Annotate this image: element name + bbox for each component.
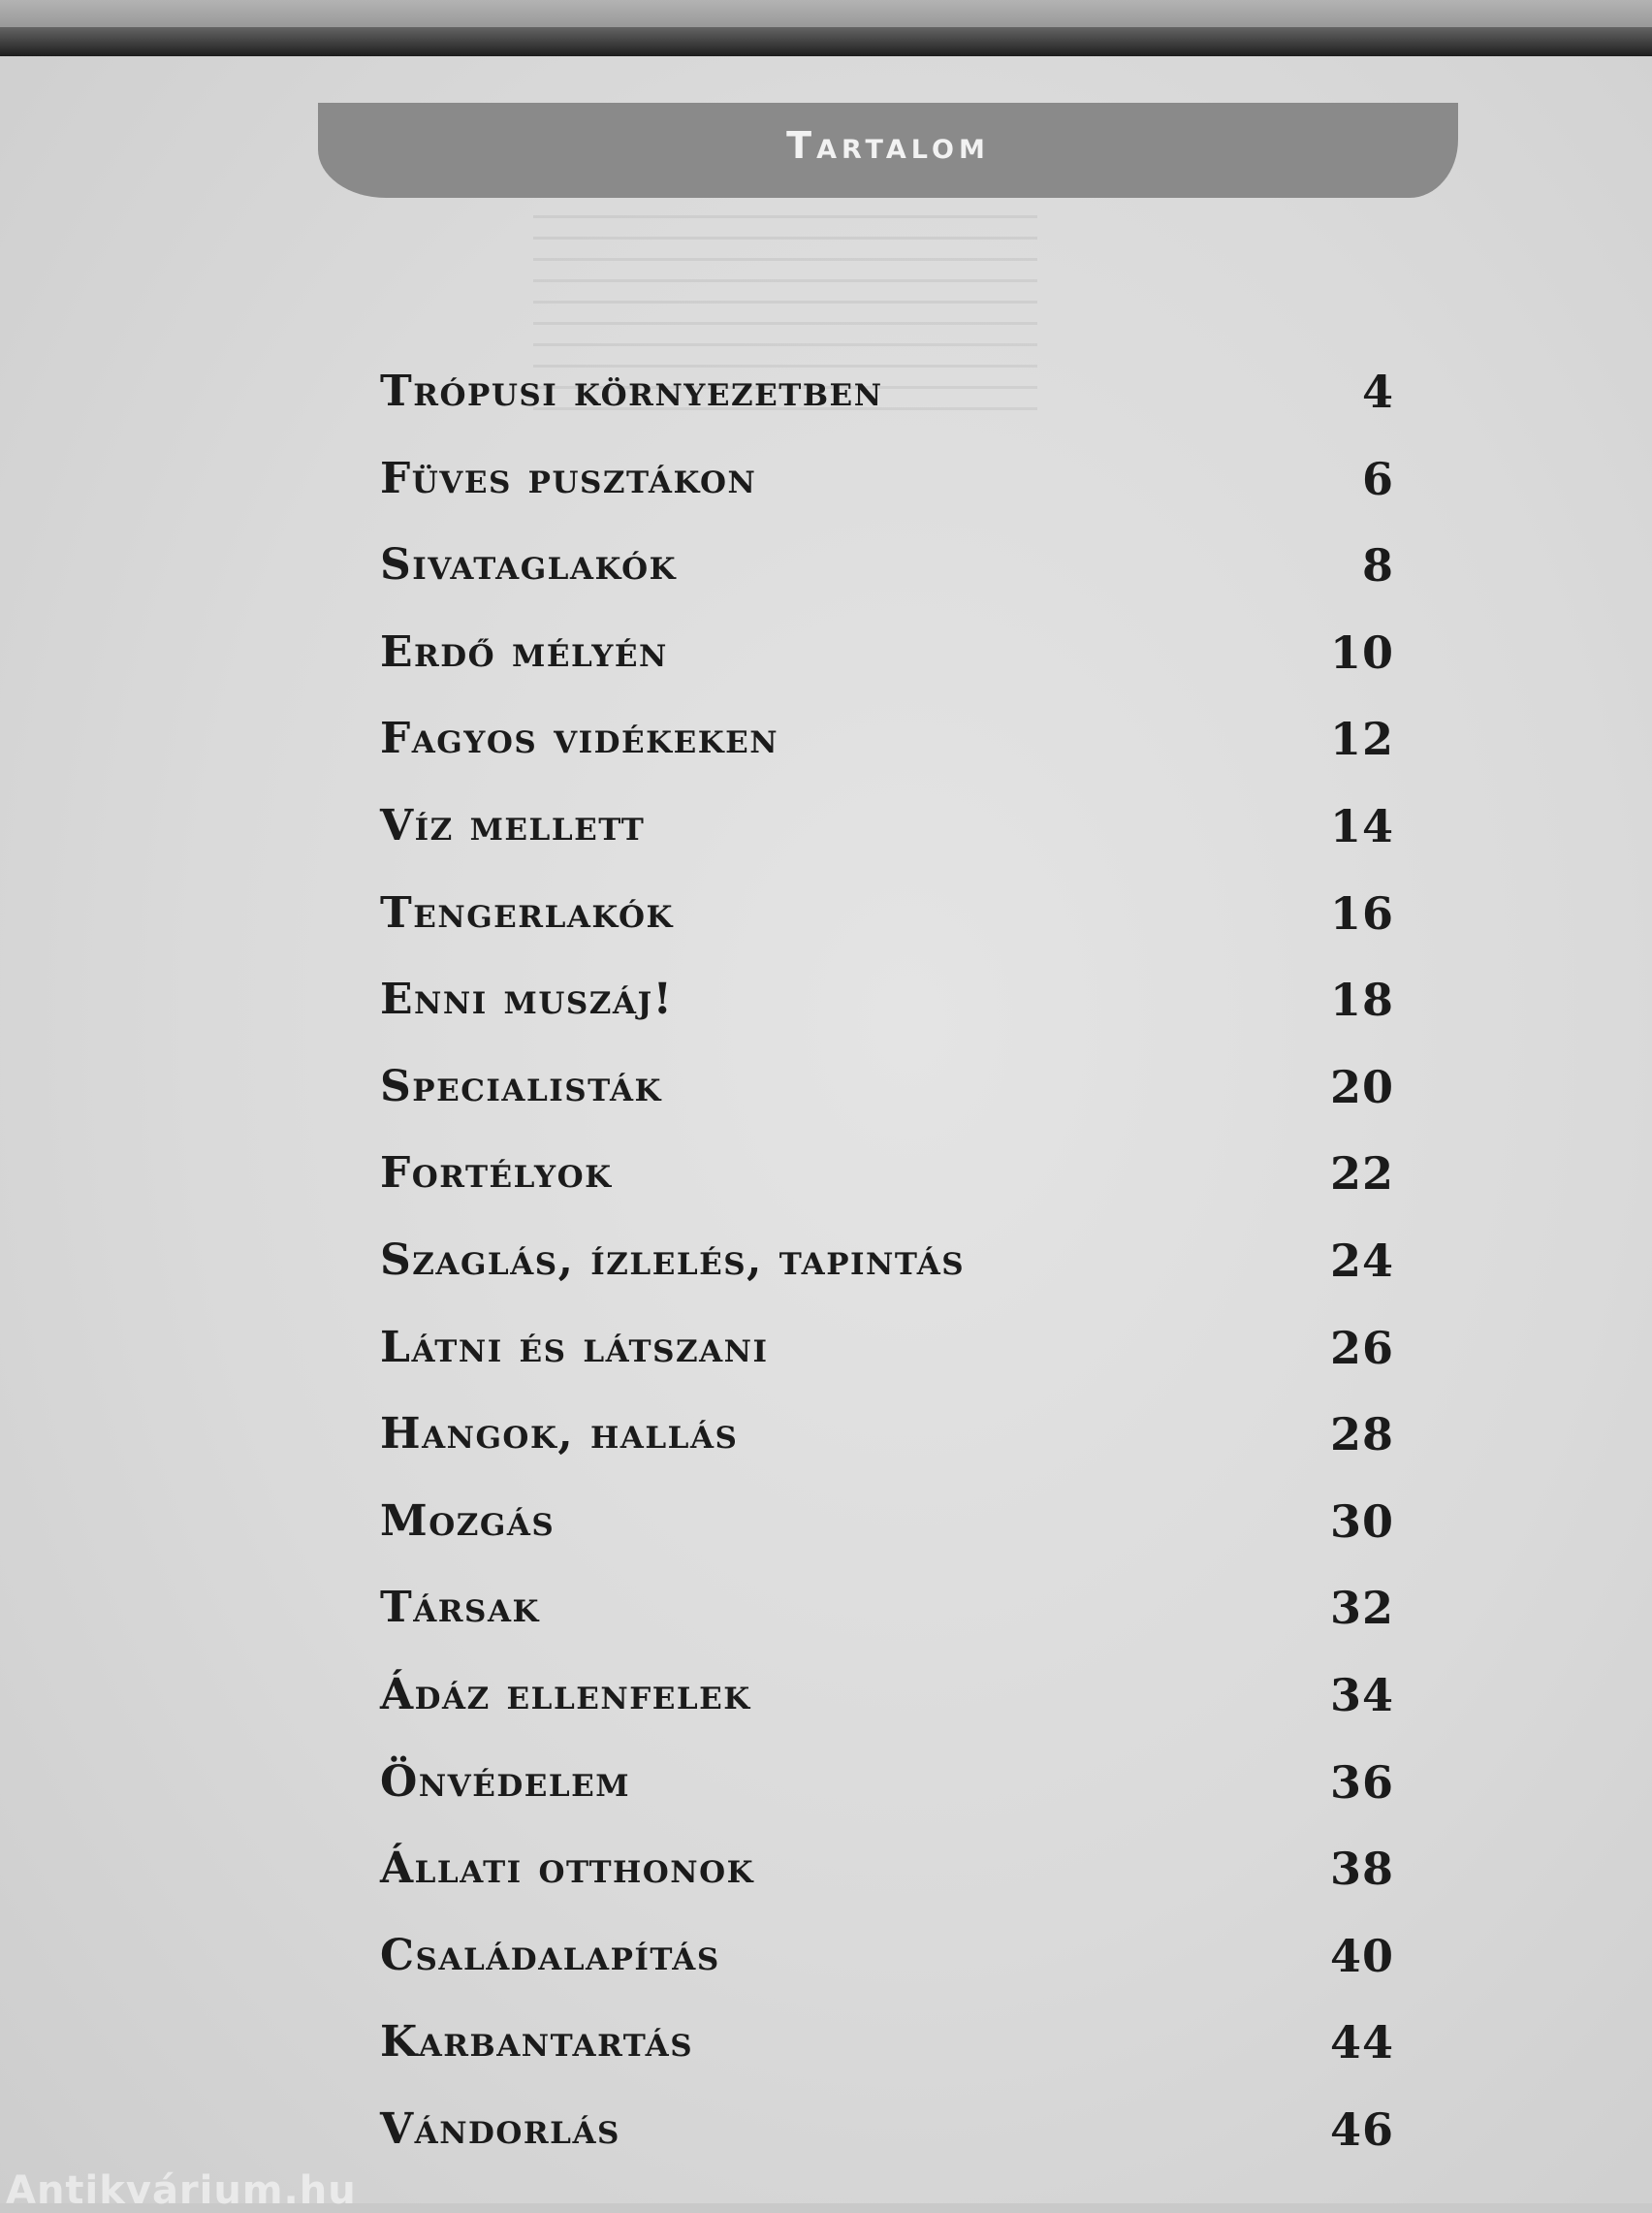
toc-entry — [378, 625, 1406, 713]
toc-entry — [378, 2102, 1406, 2190]
toc-entry-page: 10 — [1329, 625, 1394, 679]
toc-entry-title: Fagyos vidékeken — [380, 714, 779, 764]
toc-entry — [378, 1234, 1406, 1321]
toc-entry-title: Állati otthonok — [380, 1844, 755, 1894]
toc-entry-page: 20 — [1329, 1060, 1394, 1113]
page-title: Tartalom — [786, 124, 990, 167]
toc-entry-page: 40 — [1329, 1929, 1394, 1982]
toc-entry — [378, 1407, 1406, 1494]
toc-entry-page: 14 — [1329, 799, 1394, 852]
toc-entry-title: Ádáz ellenfelek — [380, 1669, 751, 1719]
toc-entry — [378, 1060, 1406, 1147]
toc-entry-title: Önvédelem — [380, 1756, 631, 1807]
toc-entry-title: Trópusi környezetben — [380, 367, 883, 416]
book-page — [0, 56, 1652, 2203]
toc-entry-title: Enni muszáj! — [380, 975, 674, 1025]
toc-entry-title: Mozgás — [380, 1495, 556, 1546]
toc-entry — [378, 973, 1406, 1060]
watermark: Antikvárium.hu — [6, 2168, 357, 2213]
toc-entry-page: 32 — [1329, 1582, 1394, 1635]
toc-entry-title: Specialisták — [380, 1061, 662, 1111]
toc-entry-title: Sivataglakók — [380, 540, 678, 591]
toc-entry — [378, 1842, 1406, 1929]
background-strip — [0, 0, 1652, 56]
toc-entry — [378, 799, 1406, 886]
toc-entry-title: Erdő mélyén — [380, 626, 668, 677]
toc-entry — [378, 1929, 1406, 2016]
toc-entry — [378, 1146, 1406, 1234]
toc-entry-page: 18 — [1329, 974, 1394, 1027]
toc-entry — [378, 452, 1406, 539]
toc-entry — [378, 886, 1406, 974]
toc-entry — [378, 1321, 1406, 1408]
toc-entry-page: 44 — [1329, 2016, 1394, 2069]
toc-entry-title: Vándorlás — [380, 2103, 620, 2154]
toc-entry-page: 4 — [1361, 366, 1394, 418]
toc-entry-title: Füves pusztákon — [380, 453, 757, 503]
toc-entry-page: 28 — [1329, 1408, 1394, 1461]
toc-entry-page: 8 — [1361, 539, 1394, 593]
toc-entry-title: Víz mellett — [380, 800, 646, 850]
toc-entry — [378, 1755, 1406, 1843]
toc-entry-page: 16 — [1329, 886, 1394, 940]
toc-entry-page: 46 — [1329, 2102, 1394, 2156]
toc-entry-title: Fortélyok — [380, 1148, 613, 1199]
header-band — [318, 103, 1458, 198]
toc-entry-title: Hangok, hallás — [380, 1409, 739, 1459]
toc-entry-title: Társak — [380, 1583, 540, 1633]
toc-entry-page: 6 — [1361, 452, 1394, 505]
toc-entry-title: Tengerlakók — [380, 887, 674, 938]
toc-entry-title: Karbantartás — [380, 2017, 694, 2068]
toc-entry — [378, 538, 1406, 625]
toc-entry-title: Látni és látszani — [380, 1322, 769, 1372]
toc-entry-page: 38 — [1329, 1843, 1394, 1896]
toc-entry-page: 12 — [1329, 713, 1394, 766]
toc-entry-page: 36 — [1329, 1755, 1394, 1809]
toc-entry-page: 30 — [1329, 1494, 1394, 1548]
table-of-contents — [378, 365, 1406, 2189]
background-strip-highlight — [0, 0, 1652, 27]
toc-entry-page: 34 — [1329, 1668, 1394, 1721]
toc-entry — [378, 1581, 1406, 1668]
toc-entry — [378, 1668, 1406, 1755]
toc-entry — [378, 712, 1406, 799]
toc-entry-page: 24 — [1329, 1234, 1394, 1287]
toc-entry-title: Szaglás, ízlelés, tapintás — [380, 1235, 966, 1285]
toc-entry — [378, 2015, 1406, 2102]
toc-entry-page: 26 — [1329, 1321, 1394, 1374]
toc-entry-title: Családalapítás — [380, 1930, 720, 1980]
toc-entry-page: 22 — [1329, 1147, 1394, 1201]
toc-entry — [378, 1494, 1406, 1582]
toc-entry — [378, 365, 1406, 452]
